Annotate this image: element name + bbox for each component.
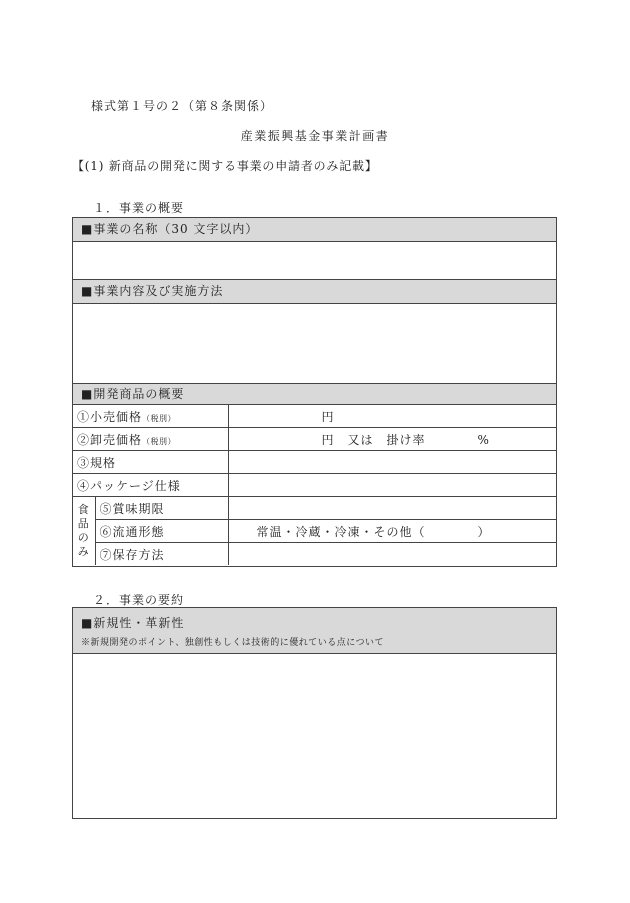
retail-price-label: ①小売価格（税別） — [73, 405, 228, 428]
storage-label: ⑦保存方法 — [95, 543, 228, 566]
table-row — [73, 520, 556, 543]
project-name-field[interactable] — [73, 242, 556, 279]
table-row — [73, 405, 556, 428]
wholesale-price-label: ②卸売価格（税別） — [73, 428, 228, 451]
table-row — [73, 497, 556, 520]
content-field[interactable] — [73, 304, 556, 383]
content-label: ■事業内容及び実施方法 — [73, 279, 556, 304]
novelty-field[interactable] — [73, 654, 556, 818]
food-only-label: 食品のみ — [73, 497, 95, 566]
summary-form — [72, 607, 557, 819]
expiry-label: ⑤賞味期限 — [95, 497, 228, 520]
form-number: 様式第１号の２（第８条関係） — [91, 99, 274, 113]
table-row — [73, 474, 556, 497]
table-row — [73, 428, 556, 451]
package-label: ④パッケージ仕様 — [73, 474, 228, 497]
document-title: 産業振興基金事業計画書 — [240, 129, 390, 143]
product-table — [73, 404, 556, 565]
project-name-label: ■事業の名称（30 文字以内） — [73, 218, 556, 242]
project-overview-form — [72, 217, 557, 567]
product-label: ■開発商品の概要 — [73, 383, 556, 405]
novelty-note: ※新規開発のポイント、独創性もしくは技術的に優れている点について — [81, 638, 385, 648]
scope-note: 【(1) 新商品の開発に関する事業の申請者のみ記載】 — [72, 159, 378, 173]
spec-field[interactable] — [228, 451, 556, 474]
storage-field[interactable] — [228, 543, 556, 566]
novelty-label: ■新規性・革新性 — [81, 616, 185, 630]
section1-heading: １．事業の概要 — [93, 201, 185, 215]
wholesale-price-field[interactable]: 円 又は 掛け率 % — [228, 428, 556, 451]
distribution-label: ⑥流通形態 — [95, 520, 228, 543]
expiry-field[interactable] — [228, 497, 556, 520]
table-row — [73, 543, 556, 566]
novelty-header — [73, 608, 556, 654]
distribution-field[interactable]: 常温・冷蔵・冷凍・その他（ ） — [228, 520, 556, 543]
spec-label: ③規格 — [73, 451, 228, 474]
retail-price-field[interactable]: 円 — [228, 405, 556, 428]
section2-heading: ２．事業の要約 — [93, 593, 185, 607]
package-field[interactable] — [228, 474, 556, 497]
table-row — [73, 451, 556, 474]
